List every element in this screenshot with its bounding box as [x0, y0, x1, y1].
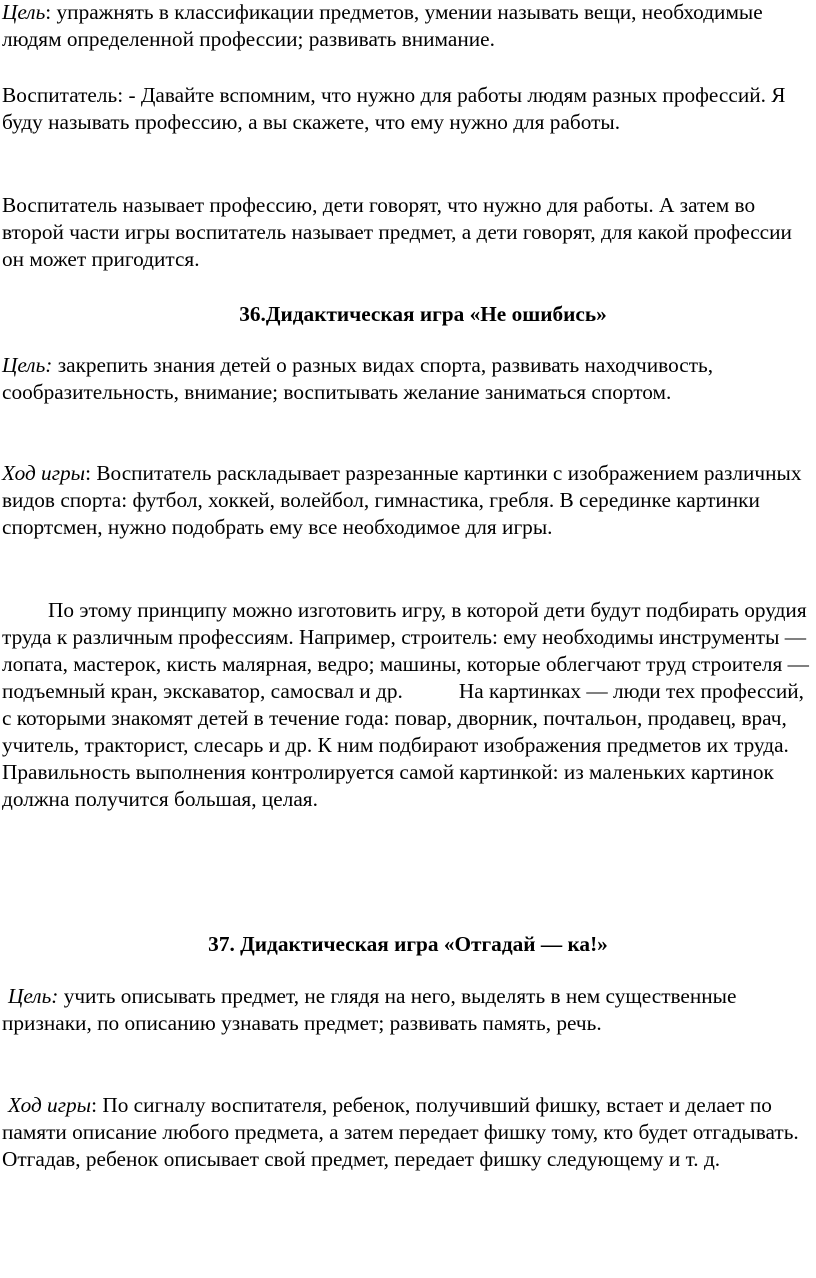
paragraph-text: : По сигналу воспитателя, ребенок, получивший фишку, встает и делает по памяти описание любого предмета, а затем передает фишку тому, кто будет отгадывать. Отгадав, ребенок описывает свой предмет, передает фишку следующему и т. д. [2, 1093, 799, 1171]
game-course-label: Ход игры [2, 461, 86, 485]
section-heading-37: 37. Дидактическая игра «Отгадай — ка!» [208, 932, 608, 956]
paragraph-text: учить описывать предмет, не глядя на него, выделять в нем существенные признаки, по описанию узнавать предмет; развивать память, речь. [2, 984, 737, 1035]
paragraph-game-description [2, 192, 802, 273]
paragraph-text-continued: На картинках — люди тех профессий, с которыми знакомят детей в течение года: повар, дворник, почтальон, продавец, врач, учитель, тракторист, слесарь и др. К ним подбирают изображения предметов их труда. Правильность выполнения контролируется самой картинкой: из маленьких картинок должна получится большая, целая. [2, 679, 804, 811]
paragraph-teacher-speech [2, 82, 802, 136]
paragraph-text: По этому принципу можно изготовить игру, в которой дети будут подбирать орудия труда к различным профессиям. Например, строитель: ему необходимы инструменты — лопата, мастерок, кисть малярная, ведро; машины, которые облегчают труд строителя — подъемный кран, экскаватор, самосвал и др. [2, 598, 809, 703]
paragraph-text: Воспитатель называет профессию, дети говорят, что нужно для работы. А затем во второй части игры воспитатель называет предмет, а дети говорят, для какой профессии он может пригодится. [2, 193, 792, 271]
goal-label: Цель: [2, 353, 53, 377]
paragraph-game-course-37 [2, 1092, 802, 1173]
goal-label: Цель [2, 0, 46, 24]
paragraph-text: закрепить знания детей о разных видах спорта, развивать находчивость, сообразительность, внимание; воспитывать желание заниматься спортом. [2, 353, 714, 404]
paragraph-goal-1 [2, 0, 802, 53]
game-course-label: Ход игры [8, 1093, 92, 1117]
paragraph-goal-36 [2, 352, 802, 406]
goal-label: Цель: [8, 984, 59, 1008]
paragraph-goal-37 [2, 983, 802, 1037]
paragraph-text: : Воспитатель раскладывает разрезанные картинки с изображением различных видов спорта: футбол, хоккей, волейбол, гимнастика, гребля. В серединке картинки спортсмен, нужно подобрать ему все необходимое для игры. [2, 461, 802, 539]
section-heading-36: 36.Дидактическая игра «Не ошибись» [239, 302, 607, 326]
paragraph-text: Воспитатель: - Давайте вспомним, что нужно для работы людям разных профессий. Я буду называть профессию, а вы скажете, что ему нужно для работы. [2, 83, 786, 134]
paragraph-game-course-36 [2, 460, 802, 541]
paragraph-variant [2, 597, 812, 813]
paragraph-text: : упражнять в классификации предметов, умении называть вещи, необходимые людям определенной профессии; развивать внимание. [2, 0, 763, 51]
